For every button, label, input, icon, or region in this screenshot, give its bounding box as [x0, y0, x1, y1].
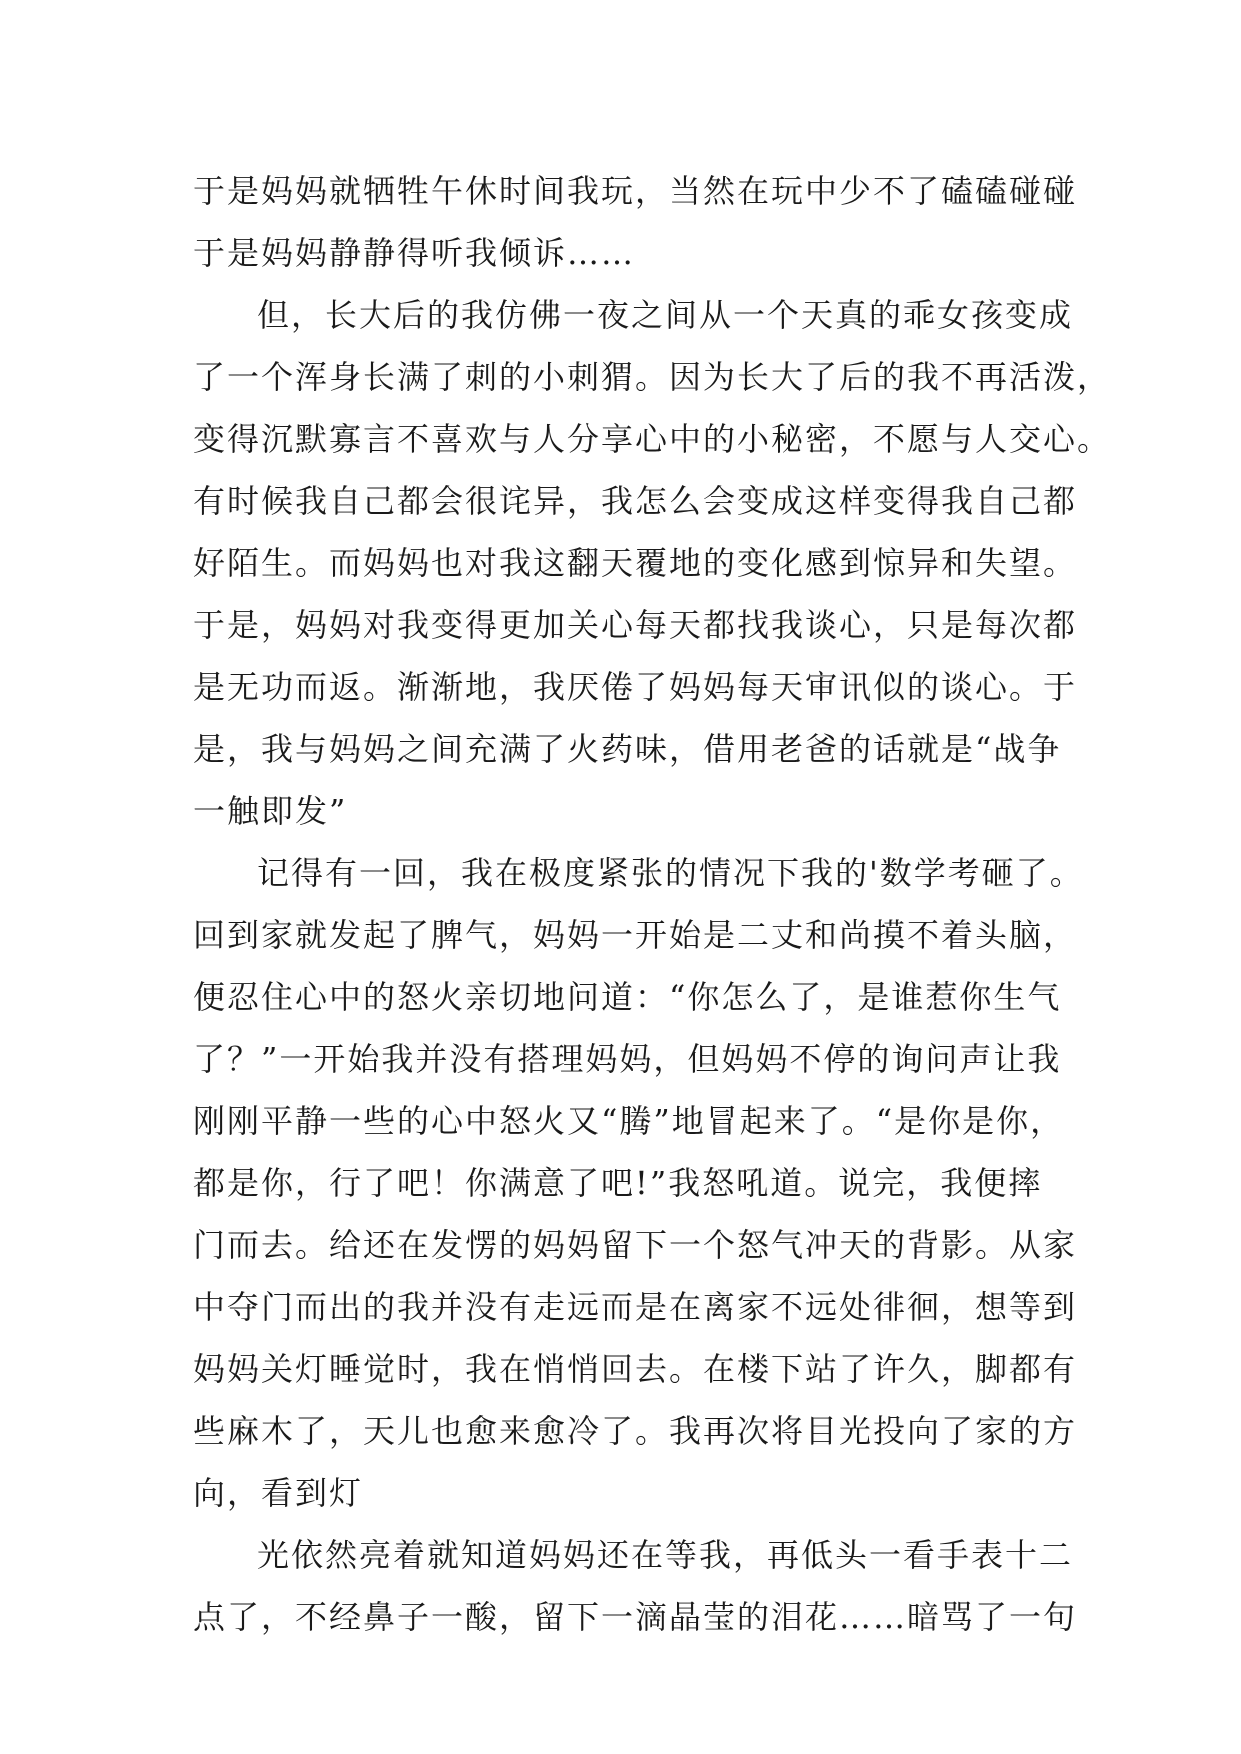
text-line: 了？”一开始我并没有搭理妈妈，但妈妈不停的询问声让我 [193, 1040, 1062, 1078]
paragraph-first-line: 记得有一回，我在极度紧张的情况下我的'数学考砸了。 [257, 854, 1084, 892]
text-line: 妈妈关灯睡觉时，我在悄悄回去。在楼下站了许久，脚都有 [193, 1350, 1078, 1388]
text-line: 有时候我自己都会很诧异，我怎么会变成这样变得我自己都 [193, 482, 1078, 520]
text-line: 是，我与妈妈之间充满了火药味，借用老爸的话就是“战争 [193, 730, 1062, 768]
text-line: 便忍住心中的怒火亲切地问道：“你怎么了，是谁惹你生气 [193, 978, 1062, 1016]
text-line: 向，看到灯 [193, 1474, 364, 1512]
text-line: 是无功而返。渐渐地，我厌倦了妈妈每天审讯似的谈心。于 [193, 668, 1078, 706]
text-line: 好陌生。而妈妈也对我这翻天覆地的变化感到惊异和失望。 [193, 544, 1078, 582]
text-line: 点了，不经鼻子一酸，留下一滴晶莹的泪花……暗骂了一句 [193, 1598, 1078, 1636]
text-line: 变得沉默寡言不喜欢与人分享心中的小秘密，不愿与人交心。 [193, 420, 1112, 458]
document-body [193, 160, 1112, 1648]
text-line: 于是，妈妈对我变得更加关心每天都找我谈心，只是每次都 [193, 606, 1078, 644]
text-line: 门而去。给还在发愣的妈妈留下一个怒气冲天的背影。从家 [193, 1226, 1078, 1264]
text-line: 都是你，行了吧！你满意了吧!”我怒吼道。说完，我便摔 [193, 1164, 1043, 1202]
paragraph-first-line: 但，长大后的我仿佛一夜之间从一个天真的乖女孩变成 [257, 296, 1074, 334]
text-line: 中夺门而出的我并没有走远而是在离家不远处徘徊，想等到 [193, 1288, 1078, 1326]
text-line: 回到家就发起了脾气，妈妈一开始是二丈和尚摸不着头脑， [193, 916, 1078, 954]
text-line: 于是妈妈就牺牲午休时间我玩，当然在玩中少不了磕磕碰碰 [193, 172, 1078, 210]
text-line: 一触即发” [193, 792, 348, 830]
text-line: 刚刚平静一些的心中怒火又“腾”地冒起来了。“是你是你， [193, 1102, 1065, 1140]
text-line: 了一个浑身长满了刺的小刺猬。因为长大了后的我不再活泼， [193, 358, 1112, 396]
text-line: 于是妈妈静静得听我倾诉…… [193, 234, 636, 272]
text-line: 些麻木了，天儿也愈来愈冷了。我再次将目光投向了家的方 [193, 1412, 1078, 1450]
paragraph-first-line: 光依然亮着就知道妈妈还在等我，再低头一看手表十二 [257, 1536, 1074, 1574]
